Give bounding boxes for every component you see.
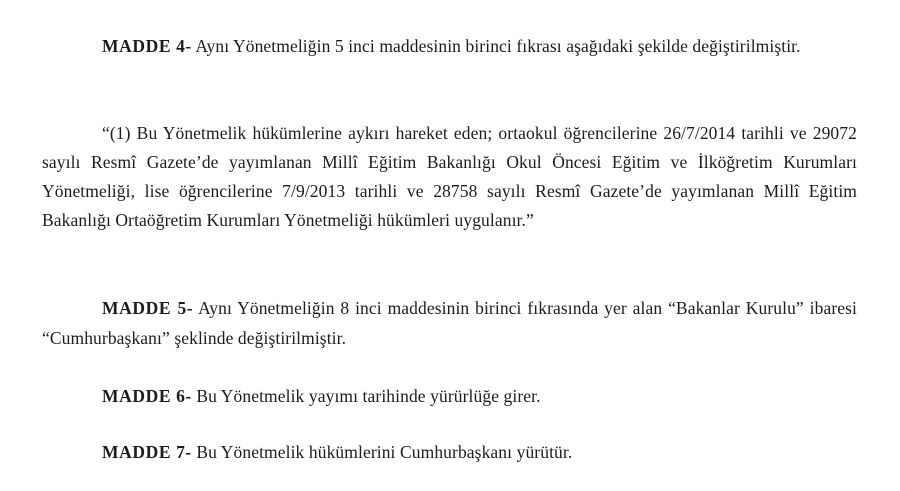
article-5 — [42, 293, 857, 353]
article-4-label: MADDE 4- — [102, 36, 192, 56]
article-4 — [42, 31, 857, 61]
article-7-label: MADDE 7- — [102, 442, 192, 462]
article-4-text: Aynı Yönetmeliğin 5 inci maddesinin birinci fıkrası aşağıdaki şekilde değiştirilmiştir. — [191, 36, 801, 56]
article-4-quoted-paragraph: “(1) Bu Yönetmelik hükümlerine aykırı hareket eden; ortaokul öğrencilerine 26/7/2014 tarihli ve 29072 sayılı Resmî Gazete’de yayımlanan Millî Eğitim Bakanlığı Okul Öncesi Eğitim ve İlköğretim Kurumları Yönetmeliği, lise öğrencilerine 7/9/2013 tarihli ve 28758 sayılı Resmî Gazete’de yayımlanan Millî Eğitim Bakanlığı Ortaöğretim Kurumları Yönetmeliği hükümleri uygulanır.” — [42, 123, 857, 230]
article-6 — [42, 381, 857, 411]
article-6-text: Bu Yönetmelik yayımı tarihinde yürürlüğe girer. — [191, 386, 541, 406]
article-6-label: MADDE 6- — [102, 386, 192, 406]
article-7-text: Bu Yönetmelik hükümlerini Cumhurbaşkanı yürütür. — [191, 442, 573, 462]
article-5-label: MADDE 5- — [102, 298, 194, 318]
article-5-text: Aynı Yönetmeliğin 8 inci maddesinin birinci fıkrasında yer alan “Bakanlar Kurulu” ibaresi “Cumhurbaşkanı” şeklinde değiştirilmiştir. — [42, 298, 857, 348]
article-7 — [42, 437, 857, 467]
